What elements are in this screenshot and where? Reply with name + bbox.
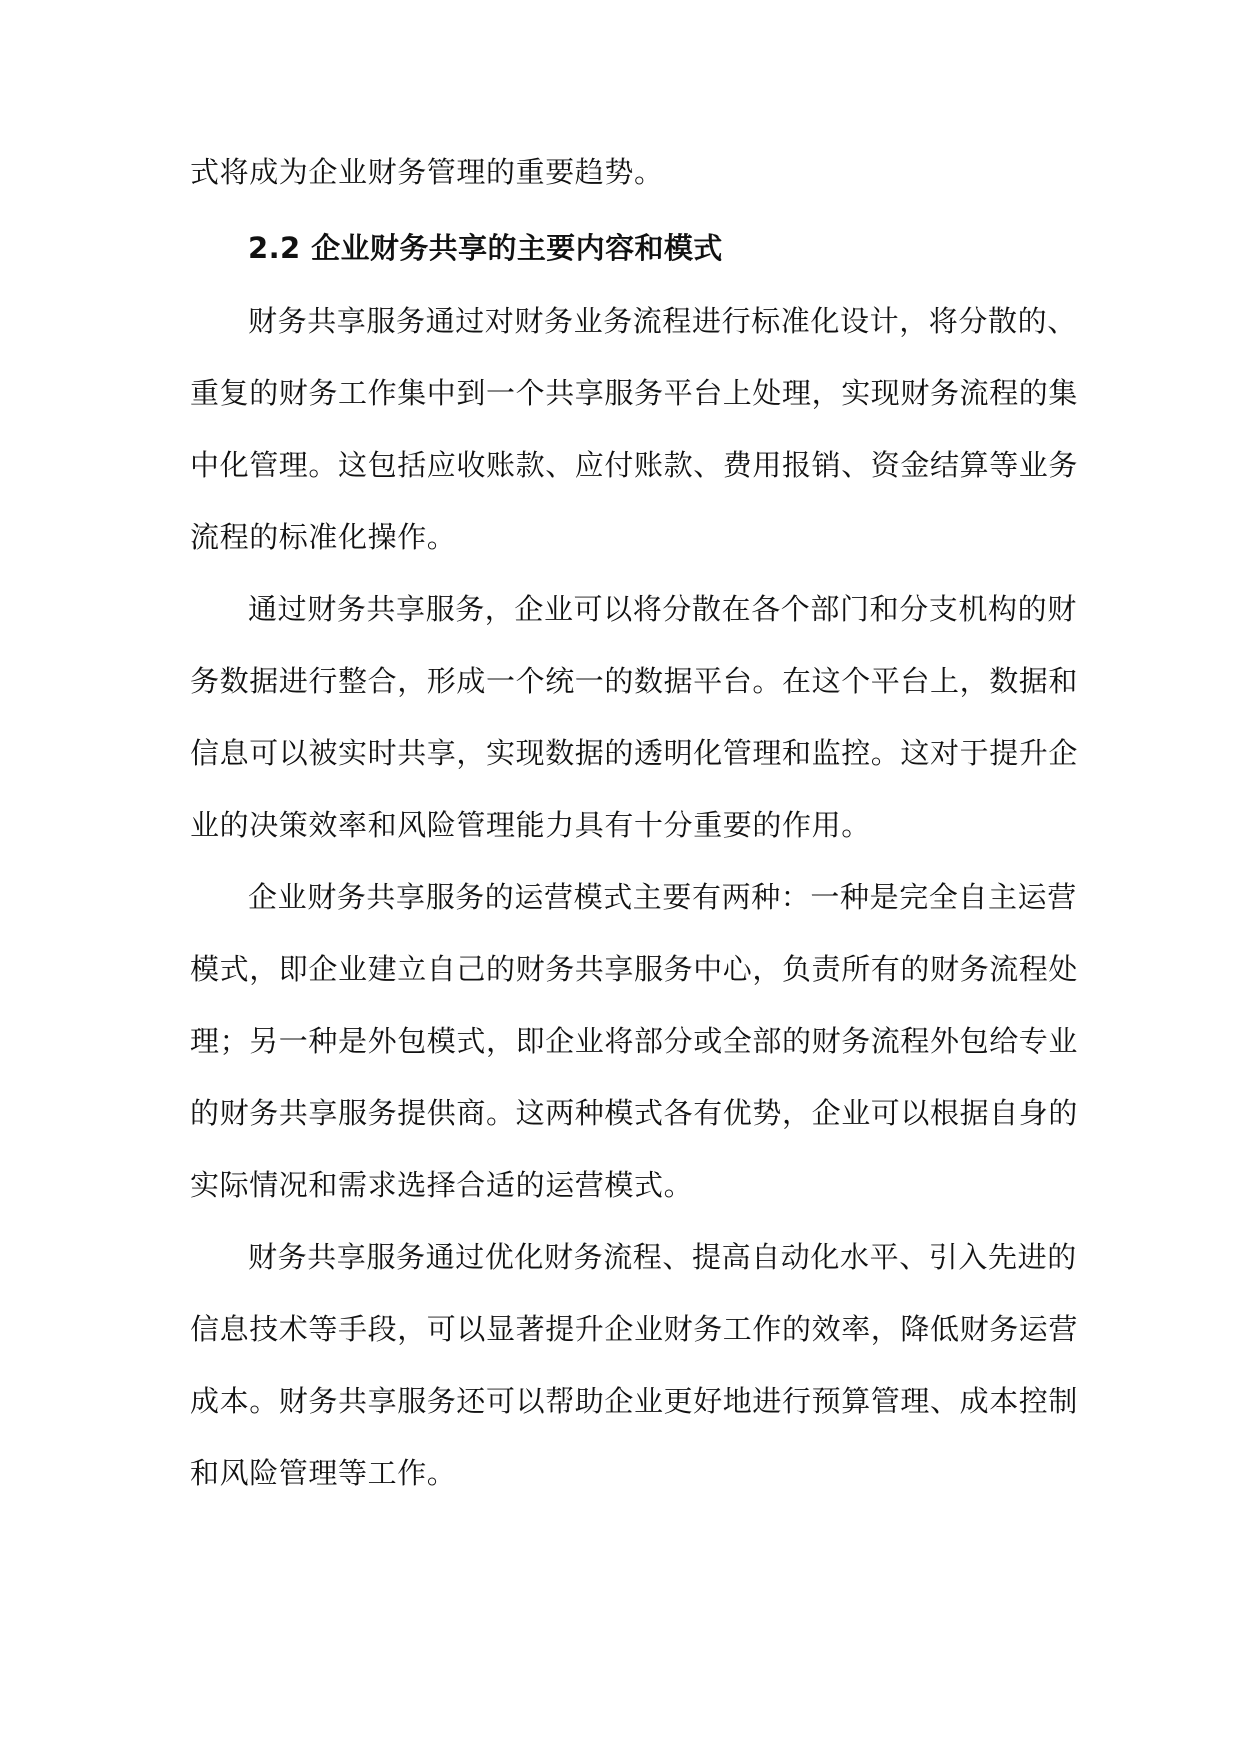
paragraph-3-line-1: 企业财务共享服务的运营模式主要有两种：一种是完全自主运营	[248, 880, 1077, 914]
paragraph-2-line-1: 通过财务共享服务，企业可以将分散在各个部门和分支机构的财	[248, 592, 1077, 626]
paragraph-4-line-3: 成本。财务共享服务还可以帮助企业更好地进行预算管理、成本控制	[190, 1384, 1079, 1418]
paragraph-1-line-3: 中化管理。这包括应收账款、应付账款、费用报销、资金结算等业务	[190, 448, 1079, 482]
paragraph-3-line-5: 实际情况和需求选择合适的运营模式。	[190, 1168, 694, 1202]
paragraph-2-line-4: 业的决策效率和风险管理能力具有十分重要的作用。	[190, 808, 871, 842]
paragraph-3-line-4: 的财务共享服务提供商。这两种模式各有优势，企业可以根据自身的	[190, 1096, 1079, 1130]
paragraph-4-line-1: 财务共享服务通过优化财务流程、提高自动化水平、引入先进的	[248, 1240, 1077, 1274]
paragraph-2-line-2: 务数据进行整合，形成一个统一的数据平台。在这个平台上，数据和	[190, 664, 1079, 698]
paragraph-3-line-2: 模式，即企业建立自己的财务共享服务中心，负责所有的财务流程处	[190, 952, 1079, 986]
paragraph-1-line-1: 财务共享服务通过对财务业务流程进行标准化设计，将分散的、	[248, 304, 1077, 338]
paragraph-3-line-3: 理；另一种是外包模式，即企业将部分或全部的财务流程外包给专业	[190, 1024, 1079, 1058]
paragraph-4-line-4: 和风险管理等工作。	[190, 1456, 457, 1490]
paragraph-2-line-3: 信息可以被实时共享，实现数据的透明化管理和监控。这对于提升企	[190, 736, 1079, 770]
paragraph-1-line-2: 重复的财务工作集中到一个共享服务平台上处理，实现财务流程的集	[190, 376, 1079, 410]
paragraph-4-line-2: 信息技术等手段，可以显著提升企业财务工作的效率，降低财务运营	[190, 1312, 1079, 1346]
paragraph-1-line-4: 流程的标准化操作。	[190, 520, 457, 554]
continuation-line: 式将成为企业财务管理的重要趋势。	[190, 155, 664, 189]
section-heading: 2.2 企业财务共享的主要内容和模式	[248, 231, 723, 265]
